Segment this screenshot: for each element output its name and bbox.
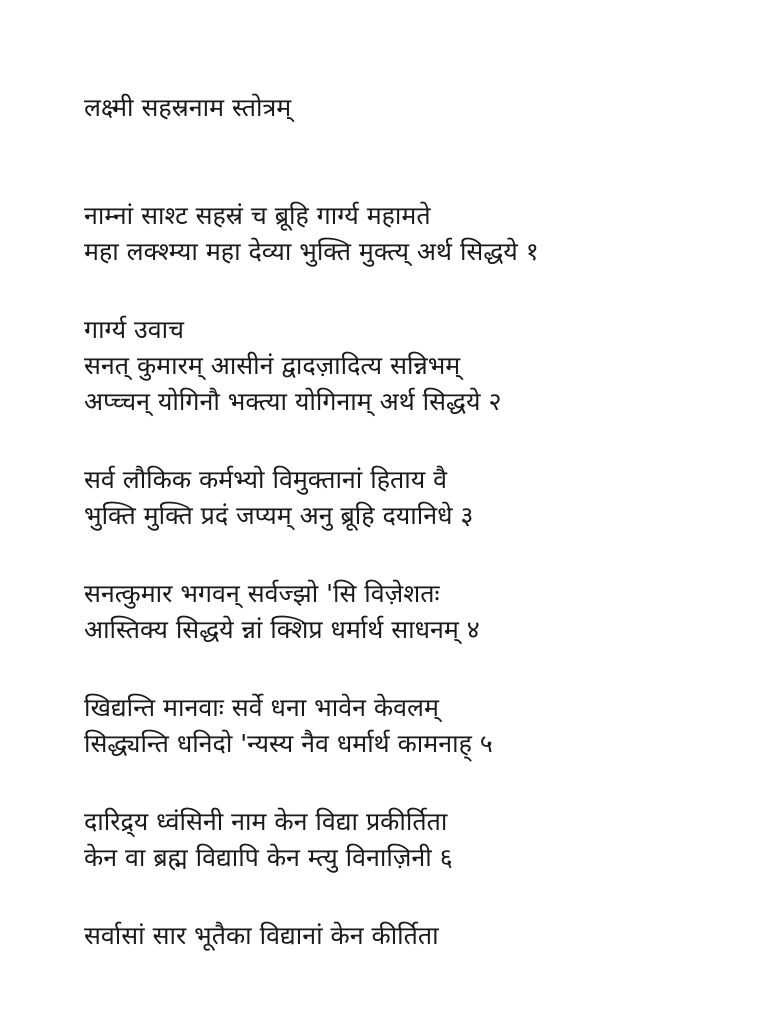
document-title: लक्ष्मी सहस्रनाम स्तोत्रम् [84,93,292,122]
verse-line: गार्ग्य उवाच [84,315,184,344]
verse-line: सिद्ध्यन्ति धनिदो 'न्यस्य नैव धर्मार्थ कामनाह् ५ [84,729,493,758]
verse-line: भुक्ति मुक्ति प्रदं जप्यम् अनु ब्रूहि दयानिधे ३ [84,501,474,530]
verse-line: महा लक्श्म्या महा देव्या भुक्ति मुक्त्य् अर्थ सिद्धये १ [84,237,539,266]
verse-line: दारिद्र्य ध्वंसिनी नाम केन विद्या प्रकीर्तिता [84,807,448,836]
stanza-2 [84,312,744,420]
stanza-6 [84,804,744,876]
verse-line: खिद्यन्ति मानवाः सर्वे धना भावेन केवलम् [84,693,439,722]
verse-line: सनत्कुमार भगवन् सर्वज्झो 'सि विज़ेशतः [84,579,440,608]
verse-line: अप्च्चन् योगिनौ भक्त्या योगिनाम् अर्थ सिद्धये २ [84,387,502,416]
stanza-7 [84,918,744,954]
verse-line: नाम्नां साश्ट सहस्रं च ब्रूहि गार्ग्य महामते [84,201,431,230]
verse-list [84,198,744,996]
verse-line: आस्तिक्य सिद्धये न्नां क्शिप्र धर्मार्थ साधनम् ४ [84,615,480,644]
stanza-5 [84,690,744,762]
stanza-3 [84,462,744,534]
stanza-4 [84,576,744,648]
verse-line: सनत् कुमारम् आसीनं द्वादज़ादित्य सन्निभम् [84,351,461,380]
verse-line: केन वा ब्रह्म विद्यापि केन म्त्यु विनाज़िनी ६ [84,843,453,872]
verse-line: सर्व लौकिक कर्मभ्यो विमुक्तानां हिताय वै [84,465,448,494]
verse-line: सर्वासां सार भूतैका विद्यानां केन कीर्तिता [84,921,439,950]
stanza-1 [84,198,744,270]
